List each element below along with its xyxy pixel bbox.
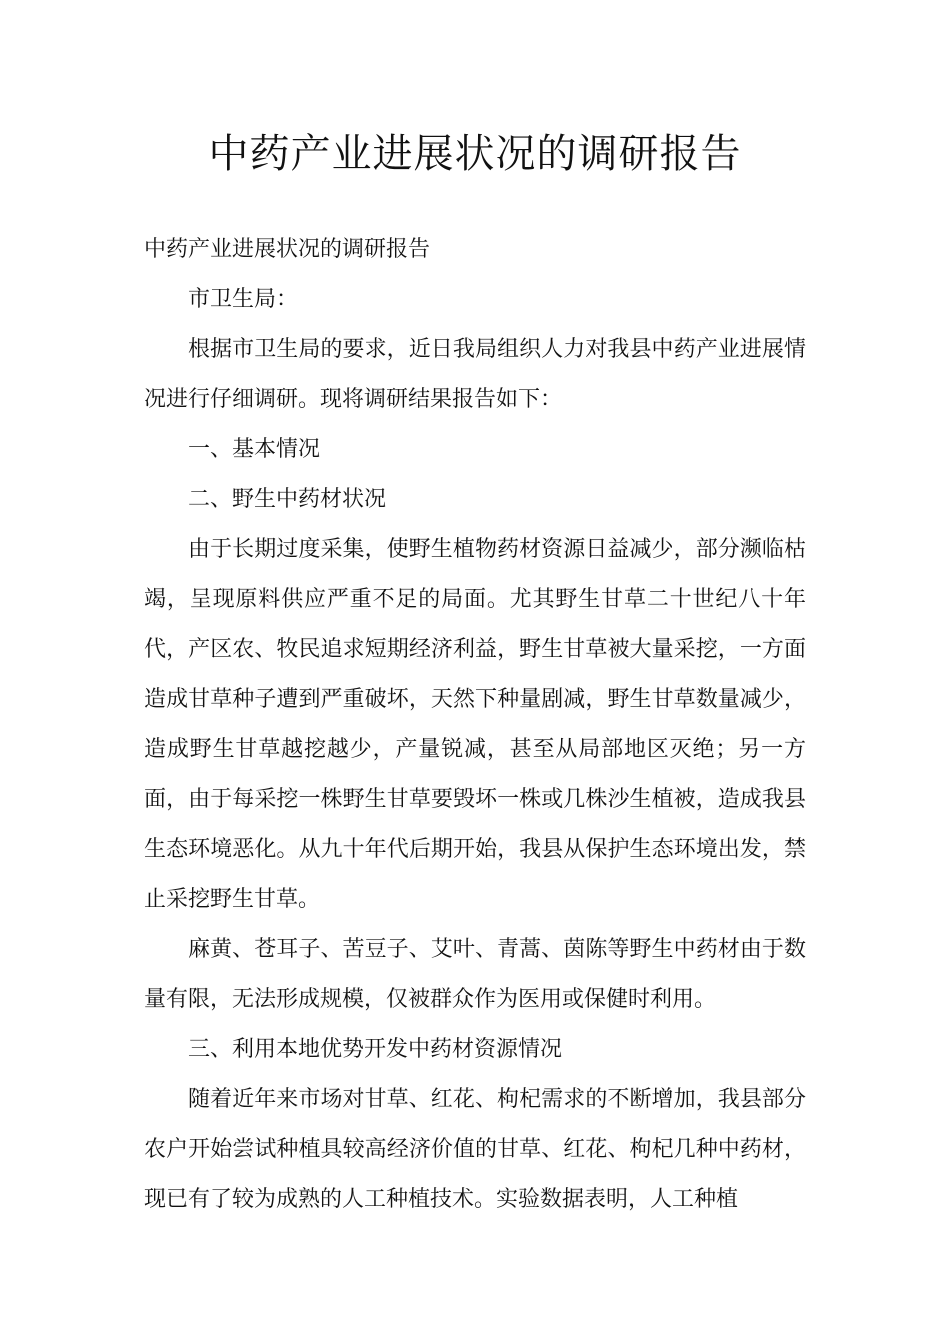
section-heading-2: 二、野生中药材状况	[188, 487, 387, 512]
paragraph-wild-herbs: 由于长期过度采集，使野生植物药材资源日益减少，部分濒临枯竭，呈现原料供应严重不足的局面。尤其野生甘草二十世纪八十年代，产区农、牧民追求短期经济利益，野生甘草被大量采挖，一方面造成甘草种子遭到严重破坏，天然下种量剧减，野生甘草数量减少，造成野生甘草越挖越少，产量锐减，甚至从局部地区灭绝；另一方面，由于每采挖一株野生甘草要毁坏一株或几株沙生植被，造成我县生态环境恶化。从九十年代后期开始，我县从保护生态环境出发，禁止采挖野生甘草。	[144, 537, 806, 912]
paragraph-other-herbs: 麻黄、苍耳子、苦豆子、艾叶、青蒿、茵陈等野生中药材由于数量有限，无法形成规模，仅被群众作为医用或保健时利用。	[144, 937, 806, 1012]
section-heading-1: 一、基本情况	[188, 437, 321, 462]
paragraph-intro: 根据市卫生局的要求，近日我局组织人力对我县中药产业进展情况进行仔细调研。现将调研结果报告如下：	[144, 337, 806, 412]
document-body	[144, 225, 806, 1225]
document-title: 中药产业进展状况的调研报告	[208, 131, 742, 177]
subtitle-line: 中药产业进展状况的调研报告	[144, 237, 431, 262]
salutation: 市卫生局：	[188, 287, 299, 312]
section-heading-3: 三、利用本地优势开发中药材资源情况	[188, 1037, 563, 1062]
paragraph-cultivation: 随着近年来市场对甘草、红花、枸杞需求的不断增加，我县部分农户开始尝试种植具较高经济价值的甘草、红花、枸杞几种中药材，现已有了较为成熟的人工种植技术。实验数据表明，人工种植	[144, 1087, 806, 1212]
